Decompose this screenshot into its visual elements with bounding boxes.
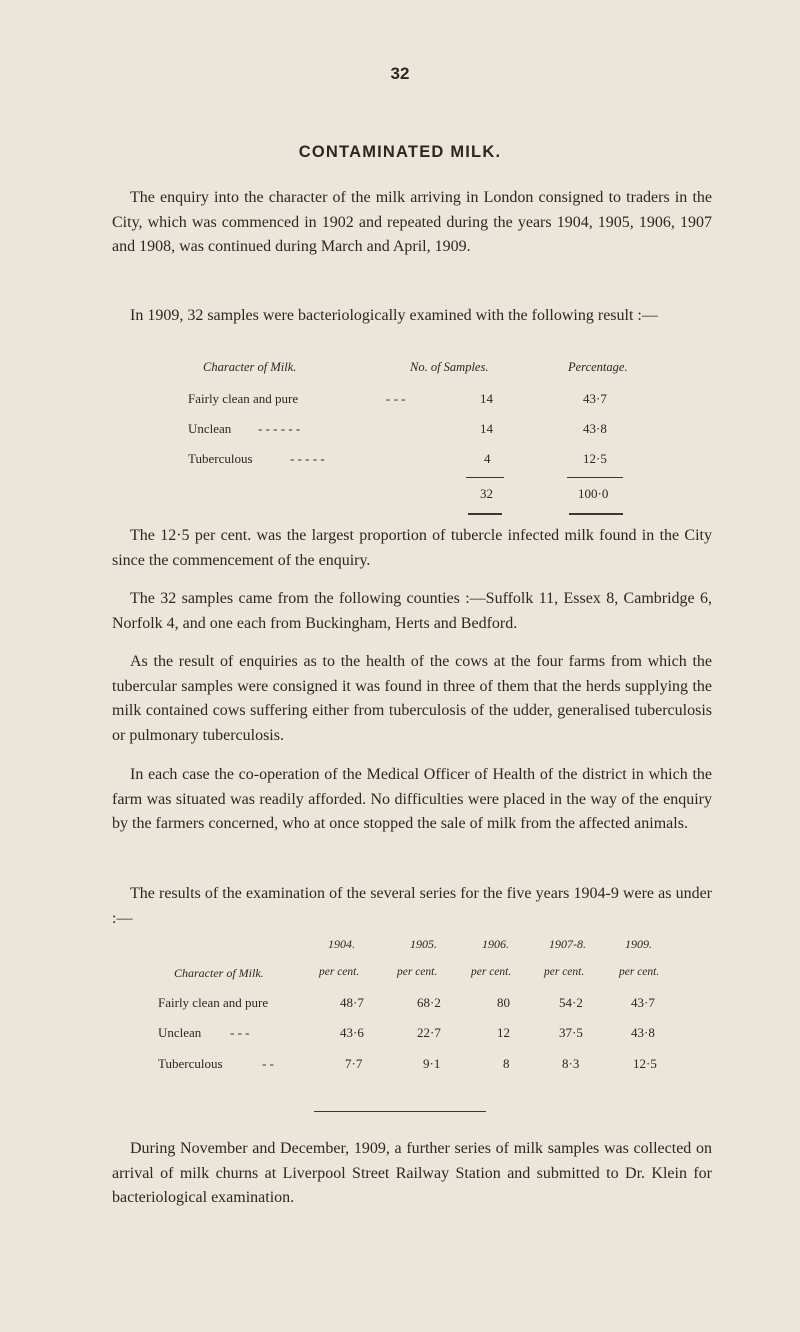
row-dashes: - - - - - xyxy=(290,451,325,466)
paragraph-text: In each case the co-operation of the Medical Officer of Health of the district in which the farm was situated was readily afforded. No difficulties were placed in the way of the enquiry by the farmers concerned, who at once stopped the sale of milk from the affected animals. xyxy=(112,766,712,832)
paragraph-farm-health xyxy=(112,650,712,748)
total-double-rule xyxy=(468,513,502,515)
row-value: 80 xyxy=(497,995,510,1010)
header-percentage: Percentage. xyxy=(568,360,628,374)
page-number: 32 xyxy=(390,64,410,83)
unit-label: per cent. xyxy=(397,966,438,978)
row-percentage: 43·7 xyxy=(583,391,607,406)
row-label: Fairly clean and pure xyxy=(188,391,299,406)
paragraph-text: As the result of enquiries as to the health of the cows at the four farms from which the tubercular samples were consigned it was found in three of them that the herds supplying the milk contained cows suffering either from tuberculosis of the udder, generalised tuberculosis or pulmonary tuberculosis. xyxy=(112,653,712,744)
sum-rule xyxy=(466,477,504,478)
year-header: 1907-8. xyxy=(549,937,586,951)
unit-label: per cent. xyxy=(619,966,660,978)
year-header: 1904. xyxy=(328,937,355,951)
row-value: 7·7 xyxy=(345,1056,363,1071)
row-label: Tuberculous xyxy=(188,451,253,466)
row-value: 43·8 xyxy=(631,1025,655,1040)
row-samples: 14 xyxy=(480,421,493,436)
total-samples: 32 xyxy=(480,486,493,501)
header-samples: No. of Samples. xyxy=(410,360,489,374)
paragraph-text: The 32 samples came from the following counties :—Suffolk 11, Essex 8, Cambridge 6, Norfolk 4, and one each from Buckingham, Herts and Bedford. xyxy=(112,590,712,632)
row-label: Unclean xyxy=(158,1025,202,1040)
page-title: CONTAMINATED MILK. xyxy=(298,143,502,161)
row-value: 48·7 xyxy=(340,995,364,1010)
row-value: 8 xyxy=(503,1056,510,1071)
paragraph-further-series xyxy=(112,1137,712,1211)
paragraph-text: The 12·5 per cent. was the largest proportion of tubercle infected milk found in the City since the commencement of the enquiry. xyxy=(112,527,712,569)
row-percentage: 12·5 xyxy=(583,451,607,466)
paragraph-enquiry-intro xyxy=(112,186,712,260)
row-value: 9·1 xyxy=(423,1056,441,1071)
row-value: 8·3 xyxy=(562,1056,580,1071)
paragraph-text: The results of the examination of the several series for the five years 1904-9 were as under :— xyxy=(112,885,712,927)
paragraph-text: In 1909, 32 samples were bacteriologically examined with the following result :— xyxy=(130,307,658,324)
row-dashes: - - - xyxy=(230,1025,250,1040)
row-value: 37·5 xyxy=(559,1025,583,1040)
total-double-rule xyxy=(569,513,623,515)
header-character: Character of Milk. xyxy=(203,360,297,374)
header-character: Character of Milk. xyxy=(174,966,264,980)
row-value: 43·6 xyxy=(340,1025,364,1040)
row-label: Tuberculous xyxy=(158,1056,223,1071)
row-value: 12 xyxy=(497,1025,510,1040)
paragraph-1909-samples xyxy=(112,304,712,329)
row-samples: 4 xyxy=(484,451,491,466)
sum-rule xyxy=(567,477,623,478)
year-header: 1905. xyxy=(410,937,437,951)
row-dashes: - - xyxy=(262,1056,274,1071)
row-dashes: - - - xyxy=(386,391,406,406)
unit-label: per cent. xyxy=(544,966,585,978)
paragraph-largest-proportion xyxy=(112,524,712,573)
row-value: 68·2 xyxy=(417,995,441,1010)
unit-label: per cent. xyxy=(319,966,360,978)
row-dashes: - - - - - - xyxy=(258,421,301,436)
paragraph-five-years xyxy=(112,882,712,931)
unit-label: per cent. xyxy=(471,966,512,978)
row-value: 12·5 xyxy=(633,1056,657,1071)
paragraph-cooperation xyxy=(112,763,712,837)
total-percentage: 100·0 xyxy=(578,486,609,501)
row-value: 43·7 xyxy=(631,995,655,1010)
section-divider xyxy=(314,1111,486,1112)
row-value: 22·7 xyxy=(417,1025,441,1040)
row-label: Unclean xyxy=(188,421,232,436)
paragraph-counties xyxy=(112,587,712,636)
row-percentage: 43·8 xyxy=(583,421,607,436)
year-header: 1909. xyxy=(625,937,652,951)
year-header: 1906. xyxy=(482,937,509,951)
row-value: 54·2 xyxy=(559,995,583,1010)
row-label: Fairly clean and pure xyxy=(158,995,269,1010)
paragraph-text: The enquiry into the character of the milk arriving in London consigned to traders in the City, which was commenced in 1902 and repeated during the years 1904, 1905, 1906, 1907 and 1908, was continued during March and April, 1909. xyxy=(112,189,712,255)
paragraph-text: During November and December, 1909, a further series of milk samples was collected on arrival of milk churns at Liverpool Street Railway Station and submitted to Dr. Klein for bacteriological examination. xyxy=(112,1140,712,1206)
row-samples: 14 xyxy=(480,391,493,406)
